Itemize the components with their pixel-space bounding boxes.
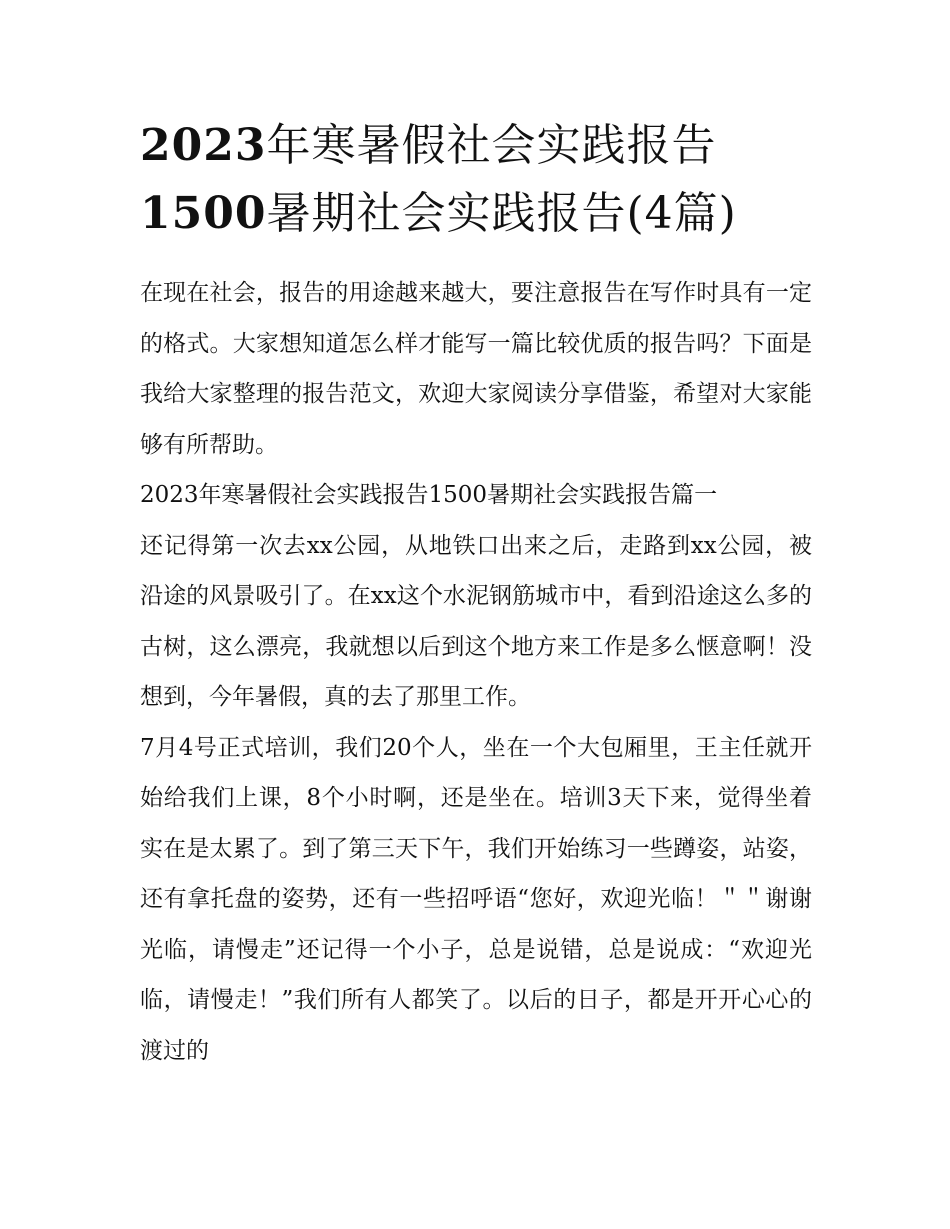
intro-paragraph: 在现在社会，报告的用途越来越大，要注意报告在写作时具有一定的格式。大家想知道怎么样才能写一篇比较优质的报告吗？下面是我给大家整理的报告范文，欢迎大家阅读分享借鉴，希望对大家能够有所帮助。: [140, 280, 812, 458]
title-year: 2023: [140, 120, 267, 171]
body-paragraph-training: 7月4号正式培训，我们20个人，坐在一个大包厢里，王主任就开始给我们上课，8个小时啊，还是坐在。培训3天下来，觉得坐着实在是太累了。到了第三天下午，我们开始练习一些蹲姿，站姿，还有拿托盘的姿势，还有一些招呼语“您好，欢迎光临！＂＂谢谢光临，请慢走”还记得一个小子，总是说错，总是说成：“欢迎光临，请慢走！”我们所有人都笑了。以后的日子，都是开开心心的渡过的: [140, 734, 812, 1064]
document-title: [140, 112, 812, 248]
title-line1-text: 年寒暑假社会实践报告: [266, 120, 717, 171]
title-number: 1500: [140, 188, 267, 239]
title-line2-text: 暑期社会实践报告(4篇): [266, 188, 737, 239]
body-paragraph-park: 还记得第一次去xx公园，从地铁口出来之后，走路到xx公园，被沿途的风景吸引了。在xx这个水泥钢筋城市中，看到沿途这么多的古树，这么漂亮，我就想以后到这个地方来工作是多么惬意啊！没想到，今年暑假，真的去了那里工作。: [140, 532, 812, 710]
document-content: [140, 112, 812, 1076]
section-heading: 2023年寒暑假社会实践报告1500暑期社会实践报告篇一: [140, 482, 718, 508]
